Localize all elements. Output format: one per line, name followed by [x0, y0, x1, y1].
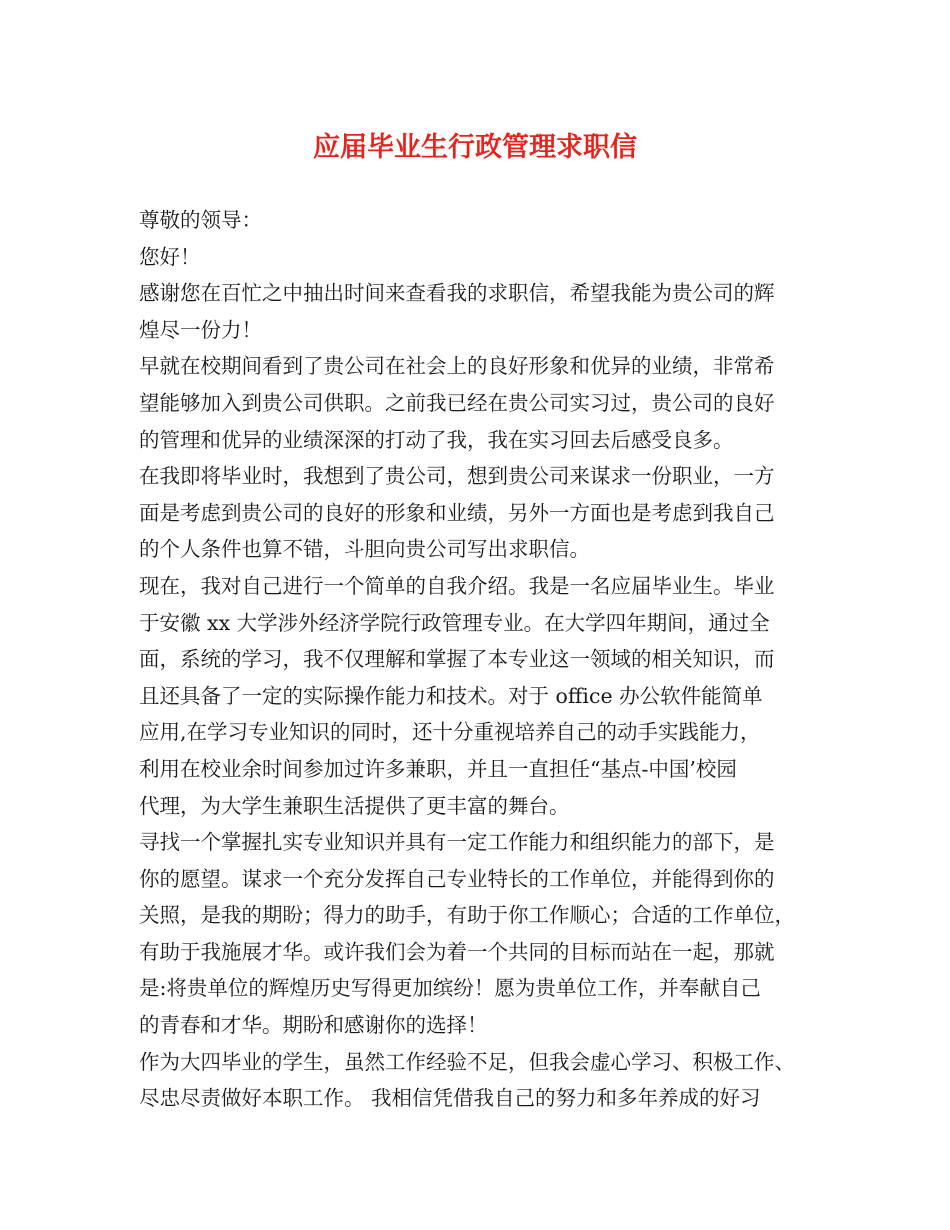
body-line: 您好！: [139, 244, 201, 269]
body-line: 寻找一个掌握扎实专业知识并具有一定工作能力和组织能力的部下，是: [139, 830, 775, 855]
body-line: 尊敬的领导：: [139, 208, 262, 232]
body-line: 代理，为大学生兼职生活提供了更丰富的舞台。: [139, 793, 570, 818]
body-line: 的个人条件也算不错，斗胆向贵公司写出求职信。: [139, 537, 590, 562]
body-line: 且还具备了一定的实际操作能力和技术。对于 office 办公软件能简单: [139, 683, 763, 708]
body-line: 的管理和优异的业绩深深的打动了我，我在实习回去后感受良多。: [139, 427, 734, 452]
body-line: 应用,在学习专业知识的同时，还十分重视培养自己的动手实践能力，: [139, 720, 761, 745]
letter-body: [139, 202, 829, 1117]
body-line: 利用在校业余时间参加过许多兼职，并且一直担任“基点-中国’校园: [139, 756, 737, 781]
body-line: 于安徽 xx 大学涉外经济学院行政管理专业。在大学四年期间，通过全: [139, 610, 770, 635]
body-line: 关照，是我的期盼；得力的助手，有助于你工作顺心；合适的工作单位，: [139, 903, 795, 928]
body-line: 你的愿望。谋求一个充分发挥自己专业特长的工作单位，并能得到你的: [139, 866, 775, 891]
body-line: 是:将贵单位的辉煌历史写得更加缤纷！愿为贵单位工作，并奉献自己: [139, 976, 761, 1001]
document-title: 应届毕业生行政管理求职信: [313, 132, 637, 163]
body-line: 面是考虑到贵公司的良好的形象和业绩，另外一方面也是考虑到我自己: [139, 500, 775, 525]
body-line: 的青春和才华。期盼和感谢你的选择！: [139, 1013, 488, 1038]
body-line: 感谢您在百忙之中抽出时间来查看我的求职信，希望我能为贵公司的辉: [139, 281, 775, 306]
body-line: 煌尽一份力！: [139, 317, 262, 342]
body-line: 面，系统的学习，我不仅理解和掌握了本专业这一领域的相关知识，而: [139, 647, 775, 672]
body-line: 尽忠尽责做好本职工作。 我相信凭借我自己的努力和多年养成的好习: [139, 1086, 761, 1111]
body-line: 望能够加入到贵公司供职。之前我已经在贵公司实习过，贵公司的良好: [139, 390, 775, 415]
body-line: 在我即将毕业时，我想到了贵公司，想到贵公司来谋求一份职业，一方: [139, 464, 775, 489]
body-line: 作为大四毕业的学生，虽然工作经验不足，但我会虚心学习、积极工作、: [139, 1049, 795, 1074]
body-line: 有助于我施展才华。或许我们会为着一个共同的目标而站在一起，那就: [139, 939, 775, 964]
body-line: 早就在校期间看到了贵公司在社会上的良好形象和优异的业绩，非常希: [139, 354, 775, 379]
body-line: 现在，我对自己进行一个简单的自我介绍。我是一名应届毕业生。毕业: [139, 573, 775, 598]
